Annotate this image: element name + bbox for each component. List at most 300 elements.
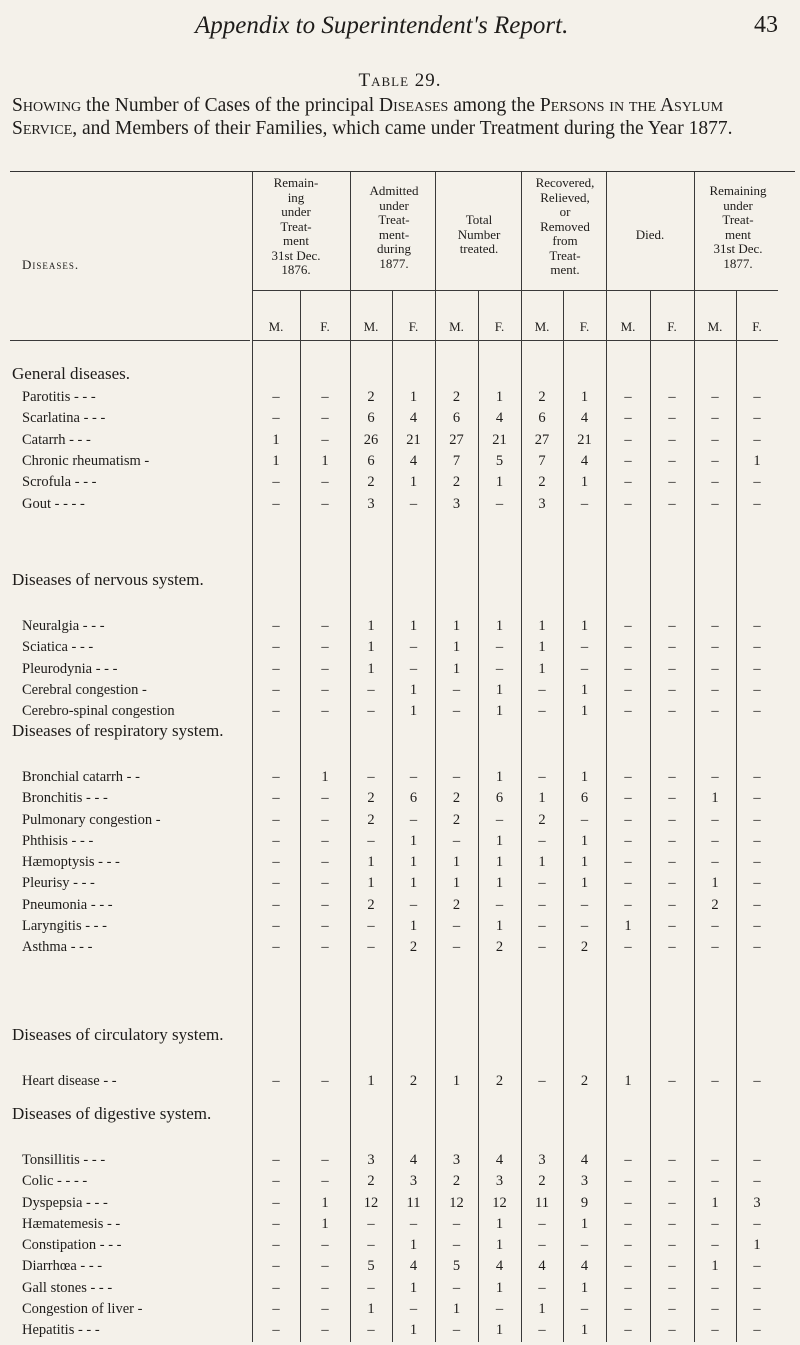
recovered-header: Recovered, Relieved, or Removed from Treat- ment. — [535, 175, 595, 277]
count-cell: 5 — [452, 1258, 461, 1274]
disease-name: Parotitis - - - — [22, 389, 96, 405]
count-cell: – — [624, 1322, 632, 1338]
disease-name: Catarrh - - - — [22, 432, 91, 448]
male-subheader: M. — [620, 319, 636, 334]
count-cell: – — [711, 1280, 719, 1296]
count-cell: – — [753, 1173, 761, 1189]
count-cell: – — [668, 618, 676, 634]
count-cell: – — [753, 474, 761, 490]
male-subheader: M. — [707, 319, 723, 334]
count-cell: – — [624, 1280, 632, 1296]
count-cell: 27 — [534, 432, 550, 448]
disease-name: Bronchial catarrh - - — [22, 769, 140, 785]
count-cell: 1 — [452, 854, 461, 870]
diseases-header: Diseases. — [22, 257, 80, 272]
count-cell: – — [321, 790, 329, 806]
count-cell: – — [668, 1073, 676, 1089]
count-cell: – — [753, 812, 761, 828]
count-cell: 1 — [321, 769, 329, 785]
count-cell: – — [538, 939, 546, 955]
count-cell: – — [711, 939, 719, 955]
count-cell: 27 — [449, 432, 464, 448]
count-cell: – — [272, 1258, 280, 1274]
count-cell: 2 — [452, 812, 461, 828]
count-cell: – — [452, 918, 461, 934]
count-cell: – — [367, 682, 375, 698]
count-cell: – — [711, 639, 719, 655]
count-cell: 1 — [580, 1322, 589, 1338]
disease-name: Tonsillitis - - - — [22, 1152, 106, 1168]
count-cell: 2 — [580, 939, 589, 955]
count-cell: – — [624, 1237, 632, 1253]
count-cell: – — [668, 1301, 676, 1317]
count-cell: – — [367, 703, 375, 719]
table-row — [0, 1301, 800, 1321]
count-cell: 1 — [538, 661, 546, 677]
count-cell: 1 — [580, 703, 589, 719]
count-cell: – — [321, 1237, 329, 1253]
count-cell: 1 — [753, 453, 761, 469]
count-cell: 1 — [495, 1216, 504, 1232]
count-cell: 3 — [409, 1173, 418, 1189]
count-cell: – — [321, 703, 329, 719]
died-header: Died. — [635, 227, 665, 242]
male-subheader: M. — [363, 319, 379, 334]
caption-text: , and Members of their Families, which came under Treatment during the Year 1877. — [72, 118, 733, 139]
table-row — [0, 897, 800, 917]
count-cell: – — [753, 432, 761, 448]
count-cell: – — [624, 661, 632, 677]
count-cell: 1 — [580, 875, 589, 891]
count-cell: 1 — [495, 703, 504, 719]
count-cell: – — [538, 1322, 546, 1338]
count-cell: – — [272, 939, 280, 955]
count-cell: 1 — [495, 918, 504, 934]
count-cell: – — [668, 682, 676, 698]
count-cell: 1 — [367, 618, 375, 634]
count-cell: – — [624, 389, 632, 405]
count-cell: 21 — [406, 432, 421, 448]
count-cell: – — [624, 618, 632, 634]
count-cell: 11 — [535, 1195, 549, 1211]
caption-text: among the — [448, 95, 540, 116]
section-heading: Diseases of respiratory system. — [12, 721, 224, 740]
count-cell: 1 — [495, 1280, 504, 1296]
count-cell: 2 — [495, 939, 504, 955]
count-cell: 3 — [495, 1173, 504, 1189]
count-cell: 1 — [711, 875, 719, 891]
disease-name: Heart disease - - — [22, 1073, 117, 1089]
count-cell: 3 — [452, 496, 461, 512]
count-cell: 1 — [409, 682, 418, 698]
count-cell: 1 — [367, 639, 375, 655]
count-cell: – — [668, 496, 676, 512]
disease-name: Neuralgia - - - — [22, 618, 105, 634]
count-cell: – — [668, 474, 676, 490]
disease-name: Constipation - - - — [22, 1237, 122, 1253]
count-cell: – — [624, 682, 632, 698]
section-heading: Diseases of digestive system. — [12, 1104, 212, 1123]
count-cell: – — [668, 854, 676, 870]
count-cell: – — [711, 769, 719, 785]
count-cell: – — [711, 1301, 719, 1317]
count-cell: 1 — [409, 389, 418, 405]
count-cell: – — [624, 897, 632, 913]
table-row — [0, 496, 800, 516]
disease-name: Pleurodynia - - - — [22, 661, 118, 677]
count-cell: – — [495, 496, 504, 512]
count-cell: 4 — [580, 1152, 589, 1168]
count-cell: – — [668, 1322, 676, 1338]
count-cell: 6 — [367, 453, 375, 469]
count-cell: – — [668, 833, 676, 849]
count-cell: 1 — [538, 854, 546, 870]
table-row — [0, 939, 800, 959]
count-cell: – — [272, 389, 280, 405]
count-cell: – — [753, 389, 761, 405]
count-cell: 4 — [409, 1152, 418, 1168]
count-cell: 2 — [367, 1173, 375, 1189]
count-cell: 4 — [495, 410, 504, 426]
count-cell: – — [367, 918, 375, 934]
count-cell: – — [753, 854, 761, 870]
disease-name: Hæmoptysis - - - — [22, 854, 120, 870]
count-cell: 2 — [538, 474, 546, 490]
count-cell: 1 — [367, 875, 375, 891]
count-cell: – — [668, 897, 676, 913]
count-cell: – — [409, 496, 418, 512]
table-caption — [12, 94, 792, 140]
count-cell: – — [321, 897, 329, 913]
count-cell: 2 — [580, 1073, 589, 1089]
count-cell: 1 — [409, 618, 418, 634]
count-cell: 1 — [495, 875, 504, 891]
count-cell: – — [753, 1258, 761, 1274]
female-subheader: F. — [408, 319, 419, 334]
count-cell: 1 — [409, 875, 418, 891]
count-cell: – — [272, 496, 280, 512]
count-cell: – — [668, 703, 676, 719]
count-cell: – — [321, 854, 329, 870]
disease-name: Asthma - - - — [22, 939, 93, 955]
count-cell: – — [624, 1301, 632, 1317]
count-cell: 1 — [711, 790, 719, 806]
count-cell: 21 — [492, 432, 507, 448]
count-cell: – — [668, 453, 676, 469]
count-cell: – — [367, 1237, 375, 1253]
count-cell: – — [624, 453, 632, 469]
count-cell: – — [624, 790, 632, 806]
count-cell: 1 — [409, 1237, 418, 1253]
count-cell: – — [452, 1280, 461, 1296]
count-cell: – — [624, 1173, 632, 1189]
count-cell: – — [624, 639, 632, 655]
count-cell: – — [321, 1152, 329, 1168]
count-cell: 1 — [367, 661, 375, 677]
count-cell: 1 — [452, 1073, 461, 1089]
count-cell: – — [711, 410, 719, 426]
count-cell: 6 — [580, 790, 589, 806]
count-cell: – — [711, 661, 719, 677]
caption-text: the Number of Cases of the principal — [81, 95, 380, 116]
count-cell: – — [668, 1152, 676, 1168]
disease-name: Pleurisy - - - — [22, 875, 95, 891]
count-cell: – — [272, 1152, 280, 1168]
count-cell: – — [272, 875, 280, 891]
table-row — [0, 812, 800, 832]
table-row — [0, 1195, 800, 1215]
count-cell: – — [272, 703, 280, 719]
count-cell: – — [272, 833, 280, 849]
count-cell: 1 — [538, 1301, 546, 1317]
disease-name: Gall stones - - - — [22, 1280, 113, 1296]
table-row — [0, 1258, 800, 1278]
count-cell: – — [272, 918, 280, 934]
count-cell: – — [272, 1195, 280, 1211]
count-cell: – — [495, 897, 504, 913]
caption-word: Asylum Service — [12, 95, 724, 139]
count-cell: 4 — [580, 1258, 589, 1274]
count-cell: 1 — [452, 875, 461, 891]
count-cell: 4 — [580, 410, 589, 426]
count-cell: – — [272, 639, 280, 655]
count-cell: 2 — [452, 790, 461, 806]
count-cell: – — [321, 639, 329, 655]
count-cell: 2 — [538, 812, 546, 828]
count-cell: – — [753, 790, 761, 806]
disease-name: Scarlatina - - - — [22, 410, 106, 426]
count-cell: – — [538, 875, 546, 891]
count-cell: 1 — [409, 854, 418, 870]
count-cell: – — [452, 833, 461, 849]
section-heading: Diseases of circulatory system. — [12, 1025, 224, 1044]
count-cell: – — [624, 703, 632, 719]
count-cell: 3 — [538, 1152, 546, 1168]
count-cell: – — [624, 875, 632, 891]
count-cell: 2 — [409, 1073, 418, 1089]
count-cell: – — [538, 769, 546, 785]
count-cell: 2 — [409, 939, 418, 955]
count-cell: 1 — [495, 769, 504, 785]
count-cell: – — [321, 410, 329, 426]
table-row — [0, 854, 800, 874]
count-cell: – — [624, 474, 632, 490]
count-cell: – — [753, 703, 761, 719]
count-cell: – — [753, 661, 761, 677]
count-cell: – — [538, 833, 546, 849]
remaining-end-header: Remaining under Treat- ment 31st Dec. 1877. — [709, 183, 767, 271]
count-cell: – — [409, 1301, 418, 1317]
count-cell: – — [711, 833, 719, 849]
count-cell: – — [452, 682, 461, 698]
count-cell: 1 — [452, 661, 461, 677]
count-cell: – — [711, 1322, 719, 1338]
count-cell: – — [711, 474, 719, 490]
disease-name: Hæmatemesis - - — [22, 1216, 121, 1232]
count-cell: 2 — [452, 1173, 461, 1189]
count-cell: – — [272, 1173, 280, 1189]
disease-name: Gout - - - - — [22, 496, 85, 512]
count-cell: – — [624, 410, 632, 426]
count-cell: – — [272, 661, 280, 677]
table-row — [0, 769, 800, 789]
count-cell: 2 — [452, 897, 461, 913]
count-cell: – — [711, 854, 719, 870]
table-row — [0, 1237, 800, 1257]
count-cell: 1 — [624, 1073, 632, 1089]
count-cell: – — [538, 1216, 546, 1232]
disease-name: Cerebral congestion - — [22, 682, 147, 698]
count-cell: 1 — [495, 1237, 504, 1253]
caption-word: Persons — [539, 95, 605, 116]
count-cell: – — [711, 496, 719, 512]
count-cell: – — [580, 812, 589, 828]
count-cell: 2 — [452, 474, 461, 490]
count-cell: – — [668, 410, 676, 426]
count-cell: 3 — [580, 1173, 589, 1189]
caption-text: in the — [604, 95, 660, 116]
male-subheader: M. — [268, 319, 284, 334]
count-cell: 1 — [367, 1073, 375, 1089]
table-row — [0, 410, 800, 430]
count-cell: 1 — [367, 854, 375, 870]
admitted-header: Admitted under Treat- ment- during 1877. — [369, 183, 419, 271]
count-cell: 1 — [321, 1195, 329, 1211]
count-cell: 1 — [538, 618, 546, 634]
count-cell: – — [321, 1301, 329, 1317]
count-cell: – — [321, 918, 329, 934]
count-cell: 1 — [495, 854, 504, 870]
table-row — [0, 790, 800, 810]
table-row — [0, 661, 800, 681]
count-cell: 3 — [452, 1152, 461, 1168]
count-cell: – — [668, 639, 676, 655]
count-cell: 1 — [495, 1322, 504, 1338]
count-cell: – — [580, 661, 589, 677]
count-cell: 6 — [367, 410, 375, 426]
count-cell: 1 — [495, 389, 504, 405]
caption-word: Diseases — [379, 95, 449, 116]
count-cell: – — [321, 432, 329, 448]
count-cell: 1 — [580, 769, 589, 785]
count-cell: – — [272, 1216, 280, 1232]
count-cell: – — [668, 432, 676, 448]
count-cell: 1 — [580, 618, 589, 634]
count-cell: – — [753, 618, 761, 634]
count-cell: – — [495, 1301, 504, 1317]
count-cell: – — [753, 1301, 761, 1317]
count-cell: – — [711, 453, 719, 469]
count-cell: – — [668, 769, 676, 785]
count-cell: 3 — [367, 1152, 375, 1168]
female-subheader: F. — [579, 319, 590, 334]
count-cell: 1 — [495, 474, 504, 490]
count-cell: – — [668, 389, 676, 405]
count-cell: 2 — [711, 897, 719, 913]
count-cell: 7 — [452, 453, 461, 469]
table-row — [0, 432, 800, 452]
count-cell: – — [668, 918, 676, 934]
count-cell: – — [580, 496, 589, 512]
count-cell: – — [367, 1322, 375, 1338]
count-cell: – — [321, 1258, 329, 1274]
count-cell: – — [753, 1322, 761, 1338]
page-number: 43 — [754, 12, 778, 38]
count-cell: – — [753, 1152, 761, 1168]
count-cell: 4 — [495, 1258, 504, 1274]
count-cell: 11 — [406, 1195, 421, 1211]
count-cell: – — [321, 939, 329, 955]
count-cell: 6 — [452, 410, 461, 426]
count-cell: 1 — [495, 682, 504, 698]
count-cell: – — [452, 703, 461, 719]
count-cell: – — [409, 812, 418, 828]
count-cell: – — [272, 618, 280, 634]
count-cell: 2 — [452, 389, 461, 405]
count-cell: – — [538, 918, 546, 934]
count-cell: – — [753, 897, 761, 913]
count-cell: 1 — [321, 453, 329, 469]
table-row — [0, 474, 800, 494]
count-cell: 1 — [495, 618, 504, 634]
count-cell: – — [711, 1152, 719, 1168]
female-subheader: F. — [494, 319, 505, 334]
count-cell: – — [624, 1216, 632, 1232]
count-cell: 1 — [711, 1195, 719, 1211]
diseases-heading-rule — [10, 340, 250, 341]
table-row — [0, 453, 800, 473]
disease-name: Diarrhœa - - - — [22, 1258, 103, 1274]
count-cell: 2 — [367, 474, 375, 490]
count-cell: – — [624, 496, 632, 512]
count-cell: 6 — [495, 790, 504, 806]
count-cell: – — [711, 618, 719, 634]
count-cell: – — [272, 812, 280, 828]
female-subheader: F. — [752, 319, 762, 334]
count-cell: – — [753, 639, 761, 655]
count-cell: – — [711, 1237, 719, 1253]
count-cell: – — [409, 639, 418, 655]
count-cell: – — [753, 682, 761, 698]
count-cell: – — [409, 661, 418, 677]
count-cell: – — [272, 474, 280, 490]
count-cell: – — [321, 682, 329, 698]
count-cell: 2 — [538, 389, 546, 405]
table-row — [0, 875, 800, 895]
count-cell: – — [753, 939, 761, 955]
count-cell: – — [452, 1237, 461, 1253]
count-cell: – — [321, 833, 329, 849]
count-cell: – — [321, 496, 329, 512]
count-cell: – — [580, 639, 589, 655]
count-cell: – — [272, 897, 280, 913]
count-cell: – — [409, 897, 418, 913]
table-row — [0, 1073, 800, 1093]
count-cell: – — [753, 875, 761, 891]
table-row — [0, 833, 800, 853]
count-cell: 4 — [409, 410, 418, 426]
count-cell: 2 — [495, 1073, 504, 1089]
count-cell: – — [272, 790, 280, 806]
count-cell: – — [711, 432, 719, 448]
count-cell: – — [624, 432, 632, 448]
disease-name: Bronchitis - - - — [22, 790, 108, 806]
count-cell: 2 — [367, 389, 375, 405]
running-title: Appendix to Superintendent's Report. — [195, 12, 569, 39]
count-cell: 1 — [367, 1301, 375, 1317]
count-cell: 4 — [538, 1258, 546, 1274]
count-cell: 2 — [538, 1173, 546, 1189]
